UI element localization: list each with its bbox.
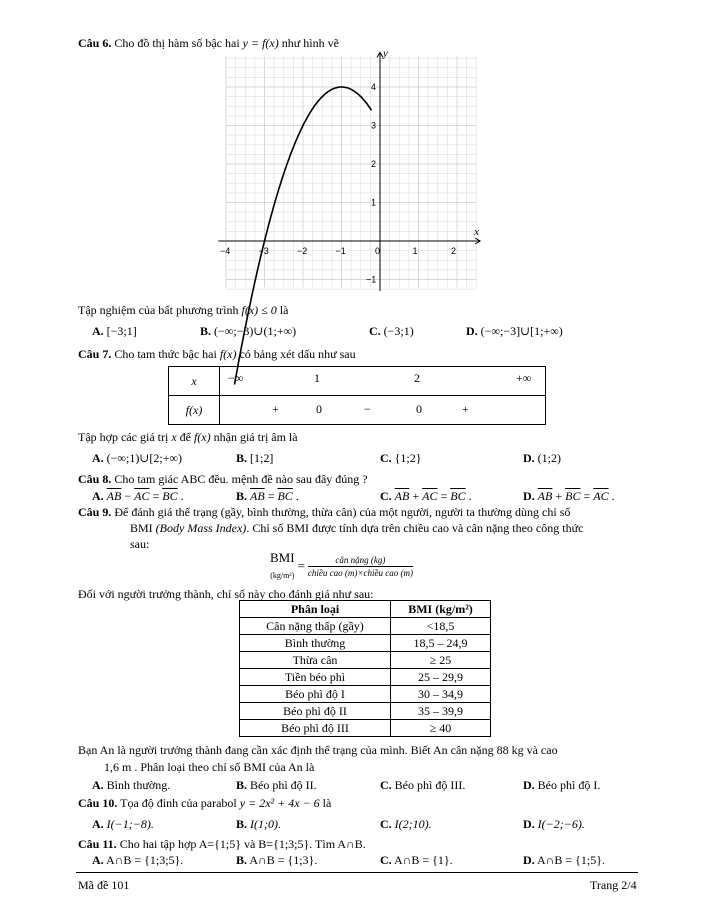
- question-number: Câu 10.: [78, 796, 118, 810]
- option-label: D.: [523, 451, 535, 465]
- cell: 18,5 – 24,9: [391, 635, 491, 652]
- question-text: Cho tam thức bậc hai: [114, 347, 217, 361]
- operator: =: [152, 489, 160, 503]
- punct: .: [295, 489, 299, 503]
- q8-option-c[interactable]: [380, 489, 472, 504]
- vector: $\overline{AB}$: [106, 489, 122, 503]
- x-value: +∞: [516, 371, 532, 385]
- x-value: 2: [414, 371, 420, 385]
- vector: $\overline{AC}$: [134, 489, 150, 503]
- y-tick-label: 1: [371, 197, 377, 208]
- cell: 30 – 34,9: [391, 686, 491, 703]
- sign-value: +: [462, 402, 469, 416]
- q9-option-a[interactable]: [92, 778, 170, 793]
- q10-option-a[interactable]: [92, 817, 154, 832]
- option-label: A.: [92, 853, 104, 867]
- operator: =: [267, 489, 275, 503]
- option-label: D.: [523, 489, 535, 503]
- vector: $\overline{BC}$: [450, 489, 466, 503]
- option-label: A.: [92, 489, 104, 503]
- q6-option-d[interactable]: [466, 324, 563, 339]
- table-row: [240, 703, 491, 720]
- x-tick-label: −4: [220, 246, 231, 256]
- q6-option-c[interactable]: [369, 324, 414, 339]
- math-expression: y = f(x): [242, 36, 279, 50]
- option-text: I(2;10).: [394, 817, 432, 831]
- table-row: [240, 618, 491, 635]
- q8-option-b[interactable]: [236, 489, 299, 504]
- parabola-graph: [220, 47, 492, 296]
- q7-stem: [78, 347, 356, 362]
- cell: Cân nặng thấp (gầy): [240, 618, 391, 635]
- q11-option-d[interactable]: [523, 853, 605, 868]
- formula-unit: (kg/m²): [270, 571, 295, 580]
- q6-option-b[interactable]: [200, 324, 296, 339]
- table-row: [240, 652, 491, 669]
- option-label: A.: [92, 324, 104, 338]
- vector: $\overline{BC}$: [162, 489, 178, 503]
- option-text: (1;2): [537, 451, 561, 465]
- x-value: 1: [314, 371, 320, 385]
- math-expression: y = 2x² + 4x − 6: [239, 796, 320, 810]
- option-text: [−3;1]: [106, 324, 137, 338]
- bmi-table: [239, 600, 491, 737]
- vector: $\overline{AC}$: [422, 489, 438, 503]
- vector: $\overline{AB}$: [537, 489, 553, 503]
- cell: <18,5: [391, 618, 491, 635]
- x-tick-label: 2: [451, 246, 457, 256]
- y-axis-label: y: [383, 47, 388, 60]
- cell: Bình thường: [240, 635, 391, 652]
- q9-option-b[interactable]: [236, 778, 317, 793]
- footer-divider: [76, 872, 638, 873]
- option-text: Béo phì độ I.: [537, 778, 601, 792]
- row-header: x: [191, 373, 197, 388]
- math-expression: f(x) ≤ 0: [241, 303, 277, 317]
- q9-intro: Đối với người trưởng thành, chỉ số này cho đánh giá như sau:: [78, 587, 374, 601]
- question-text: là: [279, 303, 289, 317]
- vector: $\overline{AC}$: [593, 489, 609, 503]
- vector: $\overline{BC}$: [277, 489, 293, 503]
- sign-table-f-row: [169, 396, 546, 425]
- cell: Béo phì độ I: [240, 686, 391, 703]
- option-label: B.: [200, 324, 212, 338]
- sign-table-x-row: [169, 367, 546, 396]
- option-text: A∩B = {1;3}.: [249, 853, 318, 867]
- option-label: B.: [236, 489, 248, 503]
- bmi-formula: BMI (kg/m²) = $\frac{\text{cân nặng (kg)}}{\text{chiều cao (m)×chiều cao (m)}}$: [270, 550, 413, 580]
- q9-option-c[interactable]: [380, 778, 465, 793]
- option-label: C.: [380, 778, 392, 792]
- x-axis-label: x: [474, 226, 479, 238]
- q6-option-a[interactable]: [92, 324, 137, 339]
- operator: =: [440, 489, 448, 503]
- option-label: A.: [92, 778, 104, 792]
- question-text: Cho đồ thị hàm số bậc hai: [114, 36, 240, 50]
- q7-option-b[interactable]: [236, 451, 273, 466]
- row-header: f(x): [185, 402, 203, 417]
- option-text: Bình thường.: [106, 778, 171, 792]
- option-label: C.: [380, 853, 392, 867]
- question-text: nhận giá trị âm là: [213, 430, 298, 444]
- q11-option-c[interactable]: [380, 853, 453, 868]
- y-tick-label: 3: [371, 120, 377, 131]
- operator: −: [124, 489, 132, 503]
- question-text: như hình vẽ: [281, 36, 339, 50]
- question-number: Câu 7.: [78, 347, 112, 361]
- punct: .: [180, 489, 184, 503]
- question-number: Câu 6.: [78, 36, 112, 50]
- question-number: Câu 11.: [78, 837, 117, 851]
- cell: Béo phì độ II: [240, 703, 391, 720]
- cell: Tiền béo phì: [240, 669, 391, 686]
- punct: .: [468, 489, 472, 503]
- vector: $\overline{BC}$: [565, 489, 581, 503]
- q10-option-d[interactable]: [523, 817, 585, 832]
- x-tick-label: −2: [297, 246, 308, 256]
- x-tick-label: −3: [258, 246, 269, 256]
- q9-stem-line3: sau:: [130, 537, 150, 551]
- y-tick-label: −1: [366, 274, 377, 285]
- x-value: −∞: [228, 371, 244, 385]
- vector: $\overline{AB}$: [394, 489, 410, 503]
- option-text: Béo phì độ III.: [394, 778, 466, 792]
- option-text: A∩B = {1;3;5}.: [106, 853, 184, 867]
- table-row: [240, 720, 491, 737]
- cell: Béo phì độ III: [240, 720, 391, 737]
- cell: 35 – 39,9: [391, 703, 491, 720]
- q9-option-d[interactable]: [523, 778, 600, 793]
- question-text: . Chỉ số BMI được tính dựa trên chiều cao và cân nặng theo công thức: [246, 521, 584, 535]
- option-label: D.: [523, 853, 535, 867]
- q6-question: [78, 303, 288, 318]
- question-text: Tập hợp các giá trị: [78, 430, 169, 444]
- bmi-table-header: [240, 601, 491, 618]
- question-text: Để đánh giá thể trạng (gầy, bình thường, thừa cân) của một người, người ta thường dùng chỉ số: [114, 505, 571, 519]
- column-header: Phân loại: [240, 601, 391, 618]
- option-label: C.: [380, 489, 392, 503]
- q7-option-a[interactable]: [92, 451, 182, 466]
- y-tick-label: 4: [371, 82, 377, 92]
- option-text: (−∞;1)∪[2;+∞): [106, 451, 183, 465]
- table-row: [240, 669, 491, 686]
- question-text: là: [322, 796, 332, 810]
- cell: 25 – 29,9: [391, 669, 491, 686]
- option-text: {1;2}: [394, 451, 422, 465]
- formula-denominator: chiều cao (m)×chiều cao (m): [307, 567, 413, 578]
- q9-stem-line2: [130, 521, 583, 536]
- q11-stem: [78, 837, 366, 852]
- q9-stem-line1: [78, 505, 570, 520]
- option-label: D.: [466, 324, 478, 338]
- question-text: có bảng xét dấu như sau: [239, 347, 356, 361]
- question-text: Tọa độ đỉnh của parabol: [120, 796, 237, 810]
- question-text: (Body Mass Index): [155, 521, 247, 535]
- q7-option-d[interactable]: [523, 451, 561, 466]
- cell: Thừa cân: [240, 652, 391, 669]
- option-label: B.: [236, 853, 248, 867]
- option-text: I(−1;−8).: [106, 817, 154, 831]
- cell: ≥ 40: [391, 720, 491, 737]
- formula-numerator: cân nặng (kg): [308, 555, 413, 567]
- question-text: để: [179, 430, 191, 444]
- table-row: [240, 635, 491, 652]
- question-text: Tập nghiệm của bất phương trình: [78, 303, 239, 317]
- operator: =: [583, 489, 591, 503]
- punct: .: [611, 489, 615, 503]
- sign-value: −: [364, 402, 371, 416]
- sign-value: 0: [316, 402, 322, 416]
- x-tick-label: −1: [335, 246, 346, 256]
- option-label: D.: [523, 778, 535, 792]
- table-row: [240, 686, 491, 703]
- option-text: I(−2;−6).: [537, 817, 585, 831]
- q11-option-a[interactable]: [92, 853, 183, 868]
- q7-option-c[interactable]: [380, 451, 422, 466]
- sign-value: +: [272, 402, 279, 416]
- option-label: B.: [236, 778, 248, 792]
- question-text: Cho tam giác ABC đều. mệnh đề nào sau đây đúng ?: [114, 472, 368, 486]
- option-text: (−∞;−3]∪[1;+∞): [480, 324, 563, 338]
- option-label: A.: [92, 451, 104, 465]
- cell: ≥ 25: [391, 652, 491, 669]
- formula-lhs: BMI: [270, 550, 295, 565]
- option-label: C.: [369, 324, 381, 338]
- option-text: Béo phì độ II.: [250, 778, 317, 792]
- x-tick-label: 0: [375, 246, 381, 256]
- option-label: C.: [380, 451, 392, 465]
- q8-option-d[interactable]: [523, 489, 615, 504]
- q10-option-b[interactable]: [236, 817, 281, 832]
- option-text: (−∞;−3)∪(1;+∞): [214, 324, 297, 338]
- q6-stem: [78, 36, 339, 51]
- sign-value: 0: [416, 402, 422, 416]
- option-text: I(1;0).: [250, 817, 281, 831]
- operator: +: [412, 489, 420, 503]
- footer-exam-code: Mã đề 101: [78, 878, 130, 892]
- math-expression: f(x): [193, 430, 211, 444]
- option-text: [1;2]: [250, 451, 274, 465]
- q8-stem: [78, 472, 368, 487]
- math-expression: x: [171, 430, 177, 444]
- x-tick-label: 1: [412, 246, 418, 256]
- q11-option-b[interactable]: [236, 853, 317, 868]
- q8-option-a[interactable]: [92, 489, 184, 504]
- option-label: A.: [92, 817, 104, 831]
- option-text: (−3;1): [383, 324, 414, 338]
- question-number: Câu 9.: [78, 505, 112, 519]
- option-text: A∩B = {1}.: [394, 853, 453, 867]
- operator: +: [555, 489, 563, 503]
- math-expression: f(x): [219, 347, 237, 361]
- q9-question-line2: 1,6 m . Phân loại theo chỉ số BMI của An là: [104, 760, 315, 774]
- option-text: A∩B = {1;5}.: [537, 853, 605, 867]
- vector: $\overline{AB}$: [250, 489, 265, 503]
- q10-stem: [78, 796, 331, 811]
- option-label: D.: [523, 817, 535, 831]
- option-label: C.: [380, 817, 392, 831]
- question-text: Cho hai tập hợp A={1;5} và B={1;3;5}. Tìm A∩B.: [119, 837, 366, 851]
- question-text: BMI: [130, 521, 153, 535]
- q10-option-c[interactable]: [380, 817, 432, 832]
- q7-question: [78, 430, 298, 445]
- footer-page-number: Trang 2/4: [590, 878, 637, 892]
- y-tick-label: 2: [371, 159, 377, 169]
- sign-table: [168, 366, 546, 425]
- option-label: B.: [236, 451, 248, 465]
- q9-question-line1: Bạn An là người trưởng thành đang cần xác định thể trạng của mình. Biết An cân nặng 88 kg và cao: [78, 743, 558, 757]
- column-header: BMI (kg/m²): [391, 601, 491, 618]
- option-label: B.: [236, 817, 248, 831]
- question-number: Câu 8.: [78, 472, 112, 486]
